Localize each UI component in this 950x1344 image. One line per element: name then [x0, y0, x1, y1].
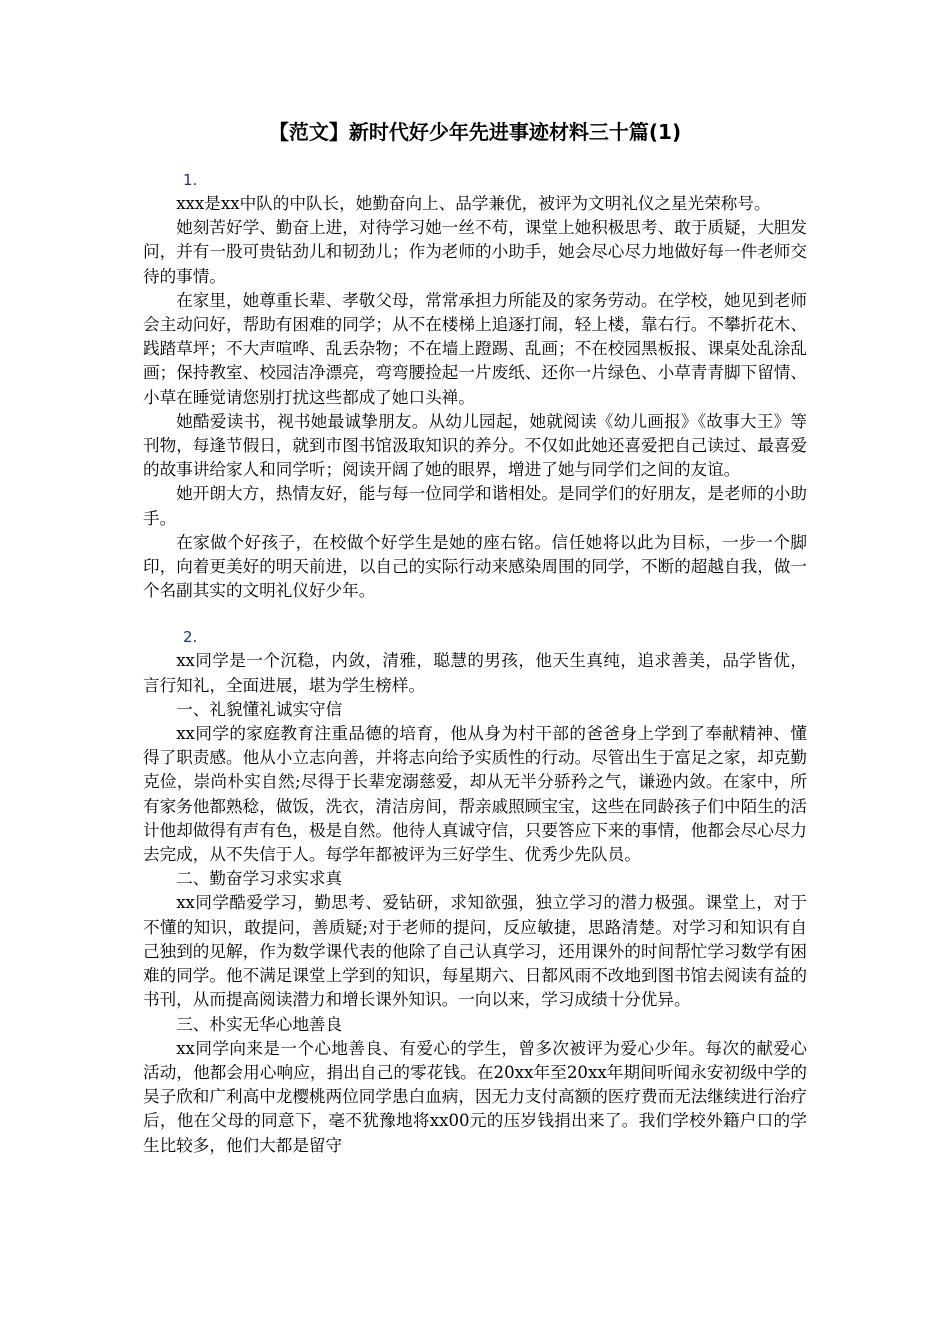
subheading: 一、礼貌懂礼诚实守信	[176, 699, 343, 719]
document-body	[143, 168, 807, 1158]
paragraph: xx同学向来是一个心地善良、有爱心的学生，曾多次被评为爱心少年。每次的献爱心活动，他都会用心响应，捐出自己的零花钱。在20xx年至20xx年期间听闻永安初级中学的吴子欣和广利高中龙樱桃两位同学患白血病，因无力支付高额的医疗费而无法继续进行治疗后，他在父母的同意下，毫不犹豫地将xx00元的压岁钱捐出来了。我们学校外籍户口的学生比较多，他们大都是留守	[143, 1038, 807, 1155]
paragraph: 她刻苦好学、勤奋上进，对待学习她一丝不苟，课堂上她积极思考、敢于质疑，大胆发问，并有一股可贵钻劲儿和韧劲儿；作为老师的小助手，她会尽心尽力地做好每一件老师交待的事情。	[143, 218, 807, 286]
paragraph: 她酷爱读书，视书她最诚挚朋友。从幼儿园起，她就阅读《幼儿画报》《故事大王》等刊物，每逢节假日，就到市图书馆汲取知识的养分。不仅如此她还喜爱把自己读过、最喜爱的故事讲给家人和同学听；阅读开阔了她的眼界，增进了她与同学们之间的友谊。	[143, 411, 807, 480]
paragraph: 在家里，她尊重长辈、孝敬父母，常常承担力所能及的家务劳动。在学校，她见到老师会主动问好，帮助有困难的同学；从不在楼梯上追逐打闹，轻上楼，靠右行。不攀折花木、践踏草坪；不大声喧哗、乱丢杂物；不在墙上蹬踢、乱画；不在校园黑板报、课桌处乱涂乱画；保持教室、校园洁净漂亮，弯弯腰捡起一片废纸、还你一片绿色、小草青青脚下留情、小草在睡觉请您别打扰这些都成了她口头禅。	[143, 290, 807, 407]
paragraph: xxx是xx中队的中队长，她勤奋向上、品学兼优，被评为文明礼仪之星光荣称号。	[176, 194, 771, 213]
section-number: 2.	[183, 628, 198, 647]
paragraph: xx同学是一个沉稳，内敛，清雅，聪慧的男孩，他天生真纯，追求善美，品学皆优，言行知礼，全面进展，堪为学生榜样。	[143, 651, 807, 695]
section-number: 1.	[183, 171, 198, 189]
page-title: 【范文】新时代好少年先进事迹材料三十篇(1)	[268, 120, 682, 144]
paragraph: xx同学酷爱学习，勤思考、爱钻研，求知欲强，独立学习的潜力极强。课堂上，对于不懂的知识，敢提问，善质疑;对于老师的提问，反应敏捷，思路清楚。对学习和知识有自己独到的见解，作为数学课代表的他除了自己认真学习，还用课外的时间帮忙学习数学有困难的同学。他不满足课堂上学到的知识，每星期六、日都风雨不改地到图书馆去阅读有益的书刊，从而提高阅读潜力和增长课外知识。一向以来，学习成绩十分优异。	[143, 893, 807, 1010]
paragraph: 在家做个好孩子，在校做个好学生是她的座右铭。信任她将以此为目标，一步一个脚印，向着更美好的明天前进，以自己的实际行动来感染周围的同学，不断的超越自我，做一个名副其实的文明礼仪好少年。	[143, 532, 807, 601]
section-1	[143, 168, 807, 603]
section-2	[143, 625, 807, 1157]
subheading: 三、朴实无华心地善良	[176, 1014, 343, 1034]
paragraph: xx同学的家庭教育注重品德的培育，他从身为村干部的爸爸身上学到了奉献精神、懂得了职责感。他从小立志向善，并将志向给予实质性的行动。尽管出生于富足之家，却克勤克俭，崇尚朴实自然;尽得于长辈宠溺慈爱，却从无半分骄矜之气，谦逊内敛。在家中，所有家务他都熟稔，做饭，洗衣，清洁房间，帮亲戚照顾宝宝，这些在同龄孩子们中陌生的活计他却做得有声有色，极是自然。他待人真诚守信，只要答应下来的事情，他都会尽心尽力去完成，从不失信于人。每学年都被评为三好学生、优秀少先队员。	[143, 724, 807, 865]
subheading: 二、勤奋学习求实求真	[176, 869, 343, 889]
paragraph: 她开朗大方，热情友好，能与每一位同学和谐相处。是同学们的好朋友，是老师的小助手。	[143, 484, 807, 528]
